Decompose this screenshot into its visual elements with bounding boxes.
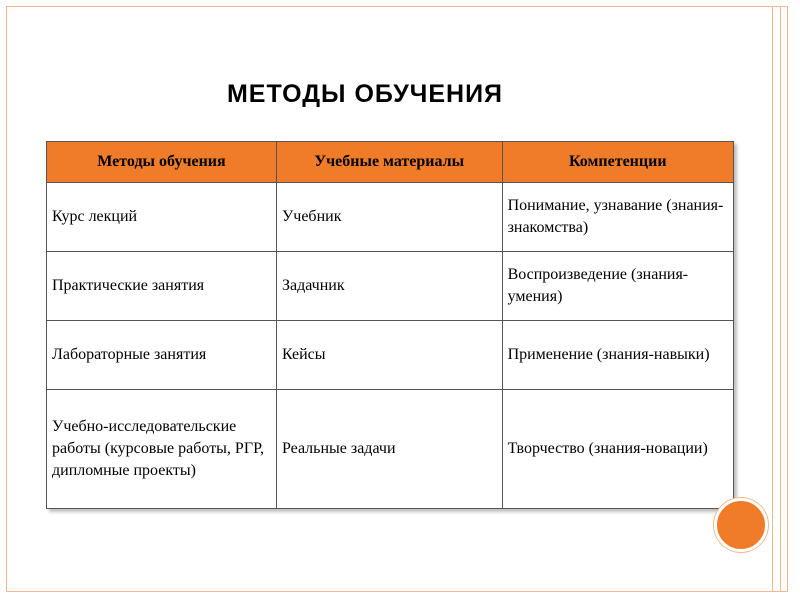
cell-method: Лабораторные занятия <box>47 321 277 390</box>
table-row <box>47 390 734 509</box>
cell-material: Кейсы <box>276 321 502 390</box>
cell-method: Курс лекций <box>47 183 277 252</box>
cell-competency: Воспроизведение (знания-умения) <box>502 252 733 321</box>
header-competencies: Компетенции <box>502 142 733 183</box>
cell-competency: Применение (знания-навыки) <box>502 321 733 390</box>
cell-competency: Творчество (знания-новации) <box>502 390 733 509</box>
cell-competency: Понимание, узнавание (знания-знакомства) <box>502 183 733 252</box>
slide-title: МЕТОДЫ ОБУЧЕНИЯ <box>226 80 504 108</box>
decorative-circle <box>714 498 768 552</box>
cell-method: Учебно-исследовательские работы (курсовые работы, РГР, дипломные проекты) <box>47 390 277 509</box>
table-row <box>47 183 734 252</box>
cell-material: Задачник <box>276 252 502 321</box>
table-row <box>47 252 734 321</box>
header-materials: Учебные материалы <box>276 142 502 183</box>
frame-inner-line <box>780 6 781 592</box>
cell-method: Практические занятия <box>47 252 277 321</box>
methods-table <box>46 141 734 509</box>
frame-inner-line <box>772 6 773 592</box>
cell-material: Учебник <box>276 183 502 252</box>
table-header-row <box>47 142 734 183</box>
table-row <box>47 321 734 390</box>
header-methods: Методы обучения <box>47 142 277 183</box>
cell-material: Реальные задачи <box>276 390 502 509</box>
